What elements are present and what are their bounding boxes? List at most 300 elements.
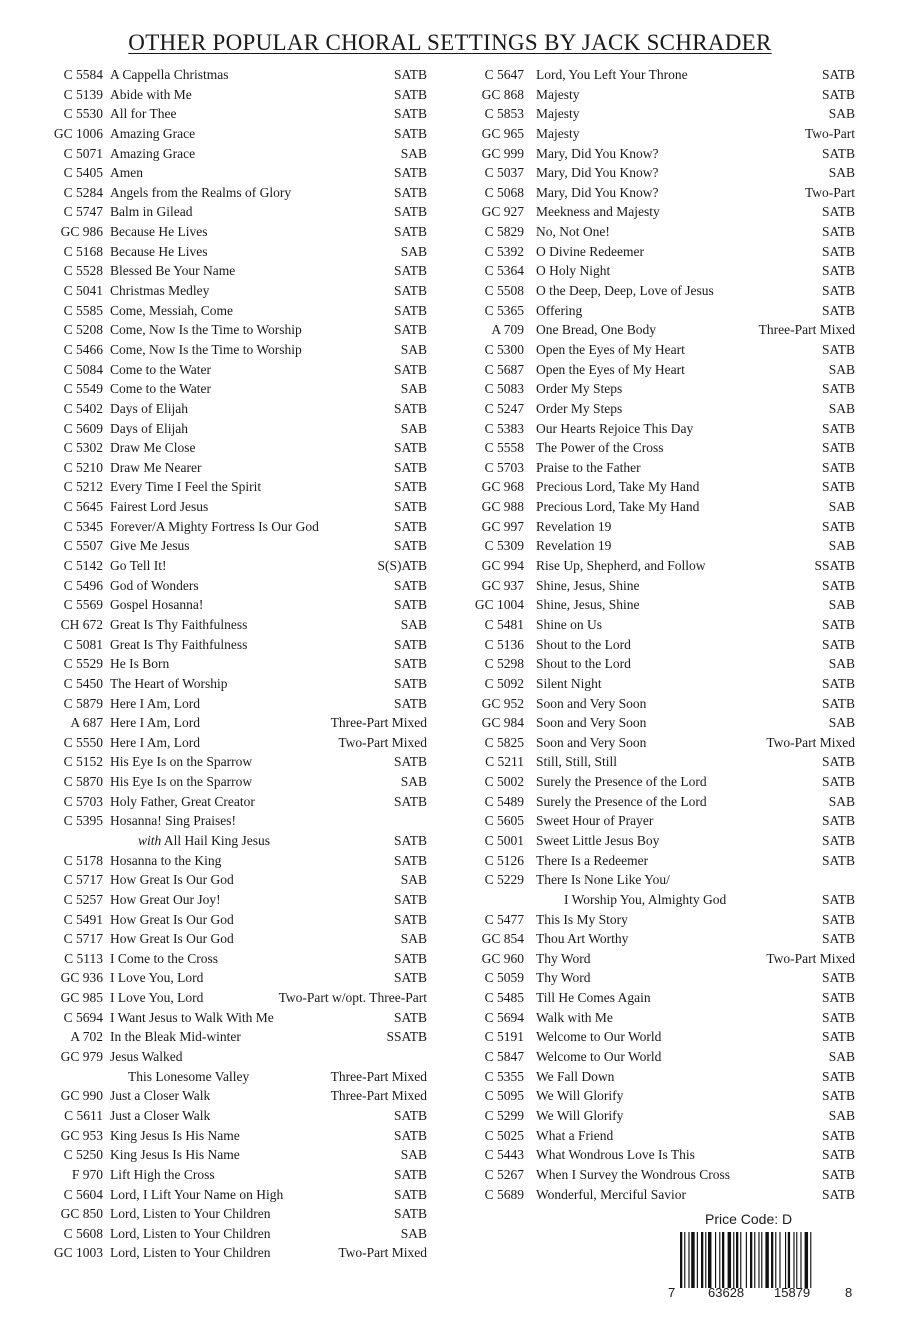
catalog-title-text: Come to the Water — [110, 361, 212, 377]
catalog-voicing: SATB — [821, 754, 855, 770]
catalog-row — [0, 536, 435, 556]
catalog-row — [436, 733, 866, 753]
catalog-code: C 5113 — [64, 950, 103, 966]
barcode-bar — [733, 1232, 734, 1288]
catalog-voicing: SATB — [393, 67, 427, 82]
catalog-voicing: SATB — [393, 302, 427, 318]
catalog-voicing: SATB — [821, 695, 855, 711]
catalog-title — [110, 831, 270, 851]
catalog-title — [536, 340, 685, 360]
barcode-digit-group: 15879 — [774, 1285, 811, 1300]
catalog-title-text: Draw Me Close — [110, 440, 196, 456]
catalog-row — [0, 1008, 435, 1028]
catalog-title — [536, 1086, 623, 1106]
catalog-title-text: King Jesus Is His Name — [110, 1127, 240, 1143]
catalog-code: C 5365 — [484, 302, 524, 318]
catalog-title-text: Walk with Me — [536, 1009, 613, 1025]
catalog-code: C 5037 — [484, 165, 524, 181]
catalog-voicing: SATB — [393, 86, 427, 102]
catalog-row — [0, 360, 435, 380]
catalog-title — [110, 1224, 271, 1244]
catalog-title — [110, 870, 234, 890]
catalog-title-text: This Is My Story — [536, 911, 628, 927]
catalog-row — [0, 124, 435, 144]
barcode-bar — [750, 1232, 752, 1288]
catalog-title — [110, 929, 234, 949]
catalog-voicing: SATB — [393, 361, 427, 377]
catalog-title-text: Offering — [536, 302, 583, 318]
catalog-title — [110, 360, 211, 380]
catalog-voicing: SATB — [821, 518, 855, 534]
catalog-code: C 5466 — [63, 341, 103, 357]
catalog-row — [436, 222, 866, 242]
catalog-title — [536, 1165, 730, 1185]
catalog-title — [110, 1047, 183, 1067]
barcode-bar — [796, 1232, 797, 1288]
catalog-title — [110, 202, 192, 222]
catalog-title-text: Lord, I Lift Your Name on High — [110, 1186, 284, 1202]
catalog-title-text: Sweet Hour of Prayer — [536, 813, 654, 829]
catalog-title — [536, 1126, 613, 1146]
catalog-title — [536, 222, 610, 242]
catalog-code: C 5267 — [484, 1166, 524, 1182]
catalog-title — [536, 261, 610, 281]
catalog-title — [110, 615, 247, 635]
barcode-bar — [754, 1232, 755, 1288]
page-title: OTHER POPULAR CHORAL SETTINGS BY JACK SCHRADER — [128, 30, 772, 55]
catalog-title-text: Majesty — [536, 86, 580, 102]
catalog-title — [110, 851, 221, 871]
catalog-row — [436, 1165, 866, 1185]
catalog-code: C 5392 — [484, 243, 524, 259]
catalog-row — [436, 811, 866, 831]
catalog-voicing: SATB — [393, 322, 427, 338]
catalog-title-text: Because He Lives — [110, 243, 208, 259]
catalog-voicing: SATB — [393, 597, 427, 613]
catalog-row — [0, 477, 435, 497]
catalog-voicing: SAB — [400, 931, 427, 947]
barcode-bar — [684, 1232, 685, 1288]
catalog-title-text: There Is a Redeemer — [536, 852, 649, 868]
catalog-title-text: Lord, Listen to Your Children — [110, 1225, 271, 1241]
catalog-code: C 5210 — [63, 459, 103, 475]
barcode-bar — [800, 1232, 801, 1288]
catalog-code: GC 927 — [481, 204, 524, 220]
catalog-code: C 5059 — [484, 970, 524, 986]
catalog-code: C 5001 — [484, 832, 524, 848]
catalog-row — [436, 183, 866, 203]
catalog-row — [0, 595, 435, 615]
catalog-voicing: S(S)ATB — [377, 558, 427, 574]
catalog-voicing: SATB — [821, 341, 855, 357]
catalog-row — [436, 890, 866, 910]
catalog-title — [110, 576, 199, 596]
catalog-row — [0, 713, 435, 733]
catalog-voicing: SAB — [400, 420, 427, 436]
catalog-title-text: Thy Word — [536, 970, 591, 986]
catalog-code: C 5302 — [63, 440, 103, 456]
catalog-voicing: SATB — [821, 1186, 855, 1202]
catalog-row — [0, 870, 435, 890]
catalog-title-text: Christmas Medley — [110, 283, 210, 299]
catalog-voicing: SAB — [400, 616, 427, 632]
catalog-code: GC 854 — [481, 931, 524, 947]
catalog-code: C 5300 — [484, 341, 524, 357]
catalog-title-text: Precious Lord, Take My Hand — [536, 479, 700, 495]
catalog-voicing: SAB — [828, 597, 855, 613]
catalog-title — [110, 183, 291, 203]
catalog-voicing: SATB — [821, 283, 855, 299]
catalog-voicing: SATB — [821, 774, 855, 790]
catalog-code: C 5604 — [63, 1186, 103, 1202]
catalog-title — [536, 851, 648, 871]
catalog-code: GC 999 — [481, 145, 524, 161]
catalog-title — [110, 320, 302, 340]
catalog-title — [110, 1145, 240, 1165]
catalog-row — [0, 183, 435, 203]
catalog-row — [436, 124, 866, 144]
catalog-voicing: SAB — [400, 1147, 427, 1163]
catalog-row — [0, 340, 435, 360]
catalog-title-text: How Great Is Our God — [110, 911, 234, 927]
catalog-title — [536, 242, 644, 262]
catalog-title-text: Amazing Grace — [110, 125, 196, 141]
catalog-title-text: Balm in Gilead — [110, 204, 193, 220]
catalog-title — [110, 733, 200, 753]
catalog-row — [0, 222, 435, 242]
catalog-row — [0, 144, 435, 164]
catalog-code: C 5284 — [63, 184, 103, 200]
catalog-title — [536, 301, 582, 321]
catalog-title — [110, 968, 203, 988]
catalog-voicing: Two-Part — [804, 184, 855, 200]
catalog-voicing: SATB — [821, 204, 855, 220]
catalog-code: C 5095 — [484, 1088, 524, 1104]
catalog-code: GC 986 — [60, 224, 103, 240]
left-catalog-column — [0, 65, 435, 1263]
catalog-title — [536, 419, 693, 439]
barcode-bar — [691, 1232, 694, 1288]
catalog-title — [536, 104, 580, 124]
catalog-title — [110, 1126, 240, 1146]
catalog-title — [110, 222, 207, 242]
catalog-code: C 5402 — [63, 400, 103, 416]
catalog-title-text: Shine on Us — [536, 616, 603, 632]
catalog-voicing: SAB — [400, 381, 427, 397]
catalog-title-text: Till He Comes Again — [536, 990, 651, 1006]
catalog-title-text: Shine, Jesus, Shine — [536, 577, 640, 593]
catalog-title-text: Welcome to Our World — [536, 1029, 662, 1045]
catalog-title — [536, 910, 628, 930]
catalog-title — [536, 831, 659, 851]
catalog-title — [110, 301, 233, 321]
catalog-voicing: SATB — [393, 518, 427, 534]
catalog-code: C 5829 — [484, 224, 524, 240]
catalog-voicing: SATB — [821, 420, 855, 436]
catalog-title-text: The Heart of Worship — [110, 675, 228, 691]
catalog-title — [110, 65, 229, 85]
catalog-title-text: How Great Our Joy! — [110, 891, 221, 907]
catalog-row — [0, 831, 435, 851]
right-catalog-column — [436, 65, 866, 1204]
catalog-title-text: We Fall Down — [536, 1068, 615, 1084]
catalog-code: GC 960 — [481, 950, 524, 966]
catalog-voicing: SAB — [828, 538, 855, 554]
catalog-voicing: Two-Part — [804, 125, 855, 141]
catalog-row — [436, 438, 866, 458]
catalog-voicing: SATB — [821, 1088, 855, 1104]
catalog-title — [110, 281, 209, 301]
catalog-row — [0, 242, 435, 262]
barcode-image — [678, 1232, 858, 1288]
catalog-row — [436, 968, 866, 988]
catalog-row — [436, 536, 866, 556]
catalog-voicing: SAB — [400, 145, 427, 161]
catalog-code: C 5405 — [63, 165, 103, 181]
catalog-voicing: SATB — [393, 1127, 427, 1143]
catalog-title — [110, 163, 143, 183]
catalog-title — [110, 1243, 271, 1263]
catalog-title-text: O Holy Night — [536, 263, 611, 279]
catalog-row — [436, 379, 866, 399]
catalog-row — [436, 340, 866, 360]
catalog-title — [536, 674, 602, 694]
catalog-voicing: SAB — [400, 774, 427, 790]
catalog-voicing: SATB — [393, 695, 427, 711]
catalog-code: C 5211 — [485, 754, 524, 770]
catalog-voicing: SAB — [828, 499, 855, 515]
catalog-code: C 5694 — [484, 1009, 524, 1025]
catalog-row — [0, 281, 435, 301]
catalog-voicing: SAB — [828, 1049, 855, 1065]
catalog-code: C 5825 — [484, 734, 524, 750]
catalog-title-text: Majesty — [536, 106, 580, 122]
catalog-code: GC 1006 — [53, 125, 103, 141]
catalog-title-text: Come, Now Is the Time to Worship — [110, 341, 302, 357]
catalog-voicing: Two-Part Mixed — [338, 1245, 427, 1261]
catalog-title-text: What a Friend — [536, 1127, 614, 1143]
catalog-title — [536, 595, 640, 615]
barcode-bar — [758, 1232, 759, 1288]
catalog-title-text: Come, Now Is the Time to Worship — [110, 322, 302, 338]
catalog-title — [536, 929, 628, 949]
catalog-row — [436, 1106, 866, 1126]
catalog-row — [0, 517, 435, 537]
catalog-title — [536, 163, 659, 183]
catalog-title-text: Days of Elijah — [110, 400, 188, 416]
catalog-code: C 5068 — [484, 184, 524, 200]
catalog-code: GC 984 — [481, 715, 524, 731]
catalog-row — [436, 419, 866, 439]
catalog-code: C 5647 — [484, 67, 524, 82]
catalog-title-text: Shout to the Lord — [536, 636, 631, 652]
catalog-title-text: Mary, Did You Know? — [536, 165, 659, 181]
catalog-row — [436, 360, 866, 380]
catalog-row — [436, 301, 866, 321]
catalog-code: C 5853 — [484, 106, 524, 122]
catalog-title — [536, 1106, 623, 1126]
catalog-row — [0, 1106, 435, 1126]
barcode-bar — [680, 1232, 682, 1288]
catalog-code: C 5489 — [484, 793, 524, 809]
catalog-voicing: Three-Part Mixed — [330, 1068, 427, 1084]
catalog-voicing: SATB — [821, 832, 855, 848]
catalog-code: C 5083 — [484, 381, 524, 397]
catalog-code: C 5041 — [63, 283, 103, 299]
catalog-title — [536, 477, 699, 497]
catalog-row — [0, 949, 435, 969]
catalog-code: C 5142 — [63, 558, 103, 574]
catalog-code: C 5257 — [63, 891, 103, 907]
catalog-title-text: Praise to the Father — [536, 459, 641, 475]
catalog-voicing: SATB — [821, 636, 855, 652]
catalog-title — [536, 772, 707, 792]
catalog-voicing: SATB — [821, 577, 855, 593]
catalog-voicing: SAB — [400, 1225, 427, 1241]
catalog-voicing: SATB — [821, 1147, 855, 1163]
catalog-voicing: SATB — [393, 400, 427, 416]
barcode-bar — [805, 1232, 808, 1288]
catalog-title — [110, 1185, 283, 1205]
catalog-code: C 5025 — [484, 1127, 524, 1143]
catalog-code: C 5168 — [63, 243, 103, 259]
catalog-title — [536, 85, 580, 105]
catalog-title — [110, 399, 188, 419]
catalog-title — [536, 458, 641, 478]
catalog-title-text: Still, Still, Still — [536, 754, 618, 770]
catalog-row — [436, 1126, 866, 1146]
catalog-title-text: I Come to the Cross — [110, 950, 218, 966]
catalog-title — [110, 144, 195, 164]
catalog-title-text: Just a Closer Walk — [110, 1107, 211, 1123]
catalog-voicing: SATB — [821, 224, 855, 240]
catalog-row — [0, 694, 435, 714]
catalog-voicing: SATB — [393, 459, 427, 475]
catalog-voicing: Two-Part w/opt. Three-Part — [278, 990, 427, 1006]
barcode-bar — [775, 1232, 776, 1288]
catalog-code: C 5450 — [63, 675, 103, 691]
catalog-title-text: Jesus Walked — [110, 1049, 183, 1065]
catalog-code: C 5609 — [63, 420, 103, 436]
catalog-code: GC 988 — [481, 499, 524, 515]
catalog-row — [0, 1047, 435, 1067]
catalog-row — [0, 654, 435, 674]
catalog-voicing: SAB — [828, 715, 855, 731]
title-prefix: with — [138, 832, 162, 848]
catalog-row — [436, 202, 866, 222]
catalog-title — [110, 694, 200, 714]
catalog-voicing: SAB — [828, 793, 855, 809]
catalog-voicing: SATB — [393, 656, 427, 672]
catalog-code: C 5717 — [63, 872, 103, 888]
catalog-title-text: Here I Am, Lord — [110, 715, 200, 731]
catalog-row — [436, 65, 866, 85]
catalog-title — [110, 124, 195, 144]
catalog-title — [110, 713, 200, 733]
catalog-code: C 5481 — [484, 616, 524, 632]
catalog-code: C 5507 — [63, 538, 103, 554]
catalog-row — [436, 399, 866, 419]
catalog-row — [0, 65, 435, 85]
catalog-code: C 5549 — [63, 381, 103, 397]
catalog-title — [536, 694, 646, 714]
catalog-voicing: Two-Part Mixed — [338, 734, 427, 750]
catalog-row — [0, 615, 435, 635]
catalog-title-text: Every Time I Feel the Spirit — [110, 479, 262, 495]
catalog-title-text: Order My Steps — [536, 381, 623, 397]
catalog-title — [536, 890, 726, 910]
catalog-row — [0, 85, 435, 105]
catalog-title — [110, 242, 207, 262]
catalog-title — [536, 713, 646, 733]
catalog-title — [110, 949, 218, 969]
catalog-code: C 5703 — [484, 459, 524, 475]
catalog-code: C 5491 — [63, 911, 103, 927]
catalog-code: C 5250 — [63, 1147, 103, 1163]
catalog-voicing: SAB — [400, 872, 427, 888]
catalog-row — [0, 811, 435, 831]
catalog-title-text: Soon and Very Soon — [536, 734, 647, 750]
catalog-title-text: Majesty — [536, 125, 580, 141]
catalog-row — [436, 694, 866, 714]
catalog-code: C 5002 — [484, 774, 524, 790]
catalog-voicing: SATB — [821, 891, 855, 907]
catalog-title — [110, 1106, 210, 1126]
catalog-title — [110, 104, 176, 124]
catalog-code: C 5081 — [63, 636, 103, 652]
catalog-voicing: SATB — [393, 165, 427, 181]
catalog-voicing: SATB — [393, 1107, 427, 1123]
catalog-voicing: Two-Part Mixed — [766, 734, 855, 750]
catalog-title-text: Because He Lives — [110, 224, 208, 240]
catalog-code: C 5496 — [63, 577, 103, 593]
barcode-bar — [688, 1232, 689, 1288]
catalog-code: GC 936 — [60, 970, 103, 986]
catalog-title — [110, 85, 192, 105]
catalog-title-text: There Is None Like You/ — [536, 872, 670, 888]
catalog-title — [110, 419, 188, 439]
barcode-bar — [705, 1232, 706, 1288]
catalog-title — [536, 811, 653, 831]
catalog-title-text: Lord, You Left Your Throne — [536, 67, 688, 82]
catalog-code: C 5126 — [484, 852, 524, 868]
catalog-title-text: Open the Eyes of My Heart — [536, 341, 685, 357]
catalog-title-text: I Worship You, Almighty God — [564, 891, 727, 907]
catalog-voicing: SATB — [821, 616, 855, 632]
catalog-title-text: We Will Glorify — [536, 1107, 624, 1123]
catalog-title — [536, 1185, 686, 1205]
catalog-row — [0, 851, 435, 871]
catalog-voicing: SATB — [393, 1166, 427, 1182]
catalog-voicing: SATB — [821, 67, 855, 82]
catalog-title-text: Wonderful, Merciful Savior — [536, 1186, 686, 1202]
catalog-title-text: I Love You, Lord — [110, 970, 204, 986]
catalog-title-text: Soon and Very Soon — [536, 695, 647, 711]
catalog-title — [536, 124, 580, 144]
catalog-title — [110, 438, 195, 458]
catalog-code: F 970 — [71, 1166, 103, 1182]
catalog-row — [436, 870, 866, 890]
catalog-code: C 5530 — [63, 106, 103, 122]
catalog-title-text: His Eye Is on the Sparrow — [110, 774, 253, 790]
catalog-code: GC 985 — [60, 990, 103, 1006]
catalog-row — [436, 1008, 866, 1028]
catalog-row — [436, 654, 866, 674]
catalog-code: C 5443 — [484, 1147, 524, 1163]
catalog-row — [0, 497, 435, 517]
catalog-code: C 5550 — [63, 734, 103, 750]
catalog-row — [0, 635, 435, 655]
